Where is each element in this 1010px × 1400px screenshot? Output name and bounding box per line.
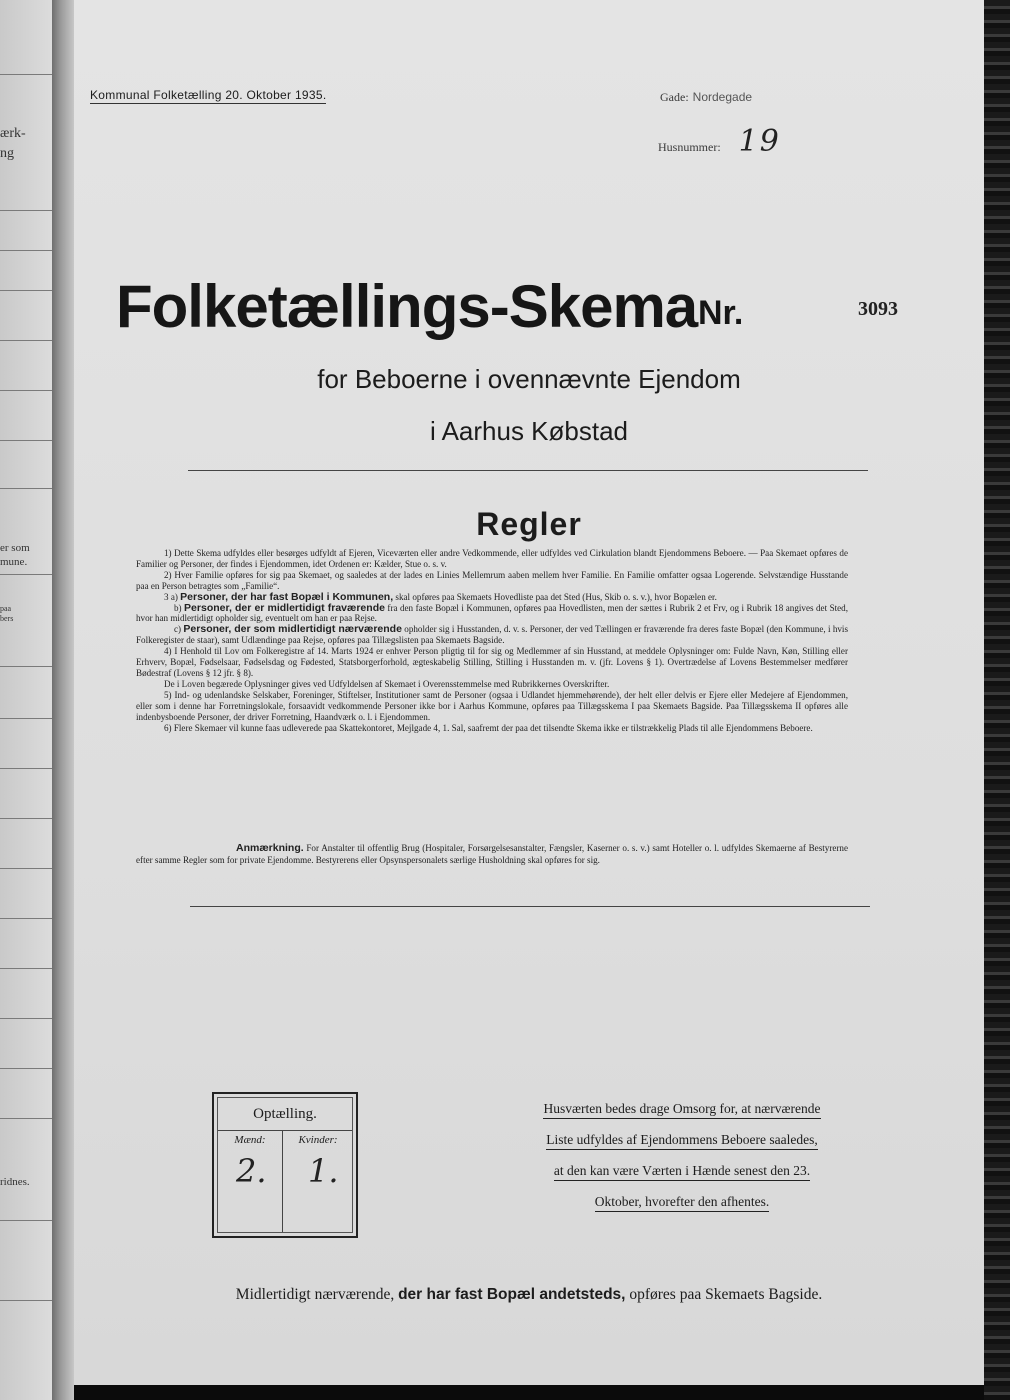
maend-count: 2.	[236, 1152, 267, 1190]
left-page-rule	[0, 818, 52, 819]
left-page-rule	[0, 574, 52, 575]
form-title: Folketællings-Skema	[116, 273, 698, 340]
form-number: 3093	[858, 298, 898, 320]
left-page-rule	[0, 74, 52, 75]
notice-line: Oktober, hvorefter den afhentes.	[595, 1193, 770, 1212]
left-page-fragment: bers	[0, 614, 14, 623]
footer-note	[74, 1286, 984, 1304]
left-page-rule	[0, 768, 52, 769]
rule-1: 1) Dette Skema udfyldes eller besørges udfyldt af Ejeren, Viceværten eller andre Vedkommende, eller udfyldes ved Cirkulation blandt Ejendommens Beboere. — Paa Skemaet opføres de Familier og Personer, der findes i Ejendommen, idet Ordenen er: Kælder, Stue o. s. v.	[136, 548, 848, 569]
husnummer-label: Husnummer:	[658, 140, 721, 154]
husnummer-field	[658, 124, 781, 159]
divider	[190, 906, 870, 907]
census-header: Kommunal Folketælling 20. Oktober 1935.	[90, 88, 327, 102]
book-spine	[52, 0, 74, 1400]
anmaerkning-text: For Anstalter til offentlig Brug (Hospitaler, Forsørgelsesanstalter, Fængsler, Kaserner o. s. v.) samt Hoteller o. l. udfyldes Skemaerne af Bestyrerne efter samme Regler som for private Ejendomme. Bestyrerens eller Opsynspersonalets særlige Husholdning skal opføres for sig.	[136, 843, 848, 865]
kvinder-count: 1.	[308, 1152, 339, 1190]
anmaerkning	[136, 842, 848, 866]
rule-3b-text: fra den faste Bopæl i Kommunen, opføres paa Hovedlisten, men der sættes i Rubrik 2 et Frv, og i Rubrik 18 angives det Sted, hvor han midlertidigt opholder sig, eventuelt om han er paa Rejse.	[136, 602, 849, 624]
left-page-rule	[0, 488, 52, 489]
rule-3a-text: skal opføres paa Skemaets Hovedliste paa det Sted (Hus, Skib o. s. v.), hvor Bopælen er.	[395, 591, 717, 602]
optaelling-inner-frame	[217, 1097, 353, 1233]
left-page-rule	[0, 868, 52, 869]
left-page-fragment: ridnes.	[0, 1176, 30, 1188]
left-page-rule	[0, 718, 52, 719]
divider	[188, 470, 868, 471]
rule-3b	[136, 603, 848, 625]
rule-3c-text: opholder sig i Husstanden, d. v. s. Personer, der ved Tællingen er fraværende fra deres faste Bopæl (den Kommune, i hvis Folkeregister de staar), samt Udlændinge paa Rejse, opføres paa Tillægslisten paa Skemaets Bagside.	[136, 624, 848, 646]
rule-3a-prefix: 3 a)	[164, 591, 178, 602]
rule-3b-emphasis: Personer, der er midlertidigt fraværende	[184, 601, 385, 614]
notice-line: Husværten bedes drage Omsorg for, at nærværende	[543, 1100, 820, 1119]
rule-5: 5) Ind- og udenlandske Selskaber, Foreninger, Stiftelser, Institutioner samt de Personer (ogsaa i Udlandet hjemmehørende), der helt eller delvis er Ejere eller Medejere af Ejendommen, eller som i denne har Forretningslokale, forsaavidt vedkommende Personer ikke bor i Aarhus Kommune, opføres paa Tillægsskema I paa Skemaets Bagside. Paa Tillægsskema II opføres alle indenbysboende Personer, der driver Forretning, Haandværk o. l. i Ejendommen.	[136, 689, 848, 722]
rule-6: 6) Flere Skemaer vil kunne faas udleverede paa Skattekontoret, Mejlgade 4, 1. Sal, saafremt der paa det tilsendte Skema ikke er tilstrækkelig Plads til alle Ejendommens Beboere.	[164, 722, 813, 733]
footer-emphasis: der har fast Bopæl andetsteds,	[398, 1286, 626, 1303]
maend-label: Mænd:	[234, 1134, 266, 1146]
left-page-rule	[0, 440, 52, 441]
rule-3b-prefix: b)	[174, 602, 182, 613]
left-page-rule	[0, 666, 52, 667]
left-page-rule	[0, 1068, 52, 1069]
rule-2: 2) Hver Familie opføres for sig paa Skemaet, og saaledes at der lades en Linies Mellemrum aaben mellem hver Familie. En Familie omfatter ogsaa Logerende. Selvstændige Husstande paa en Person betragtes som „Familie“.	[136, 569, 848, 591]
rule-3c-prefix: c)	[174, 624, 182, 635]
rules-heading: Regler	[476, 506, 582, 542]
left-page-rule	[0, 340, 52, 341]
notice-line: Liste udfyldes af Ejendommens Beboere saaledes,	[546, 1131, 817, 1150]
kvinder-label: Kvinder:	[298, 1134, 338, 1146]
form-location: i Aarhus Købstad	[430, 416, 628, 446]
left-page-rule	[0, 1220, 52, 1221]
anmaerkning-label: Anmærkning.	[236, 842, 304, 854]
husnummer-value: 19	[738, 124, 781, 159]
left-page-fragment: ng	[0, 146, 14, 161]
left-page-fragment: er som	[0, 542, 30, 554]
left-page-rule	[0, 918, 52, 919]
left-page-fragment: mune.	[0, 556, 28, 568]
form-subtitle: for Beboerne i ovennævnte Ejendom	[317, 364, 741, 394]
optaelling-divider	[218, 1130, 352, 1131]
left-page-rule	[0, 290, 52, 291]
rule-3c	[136, 624, 848, 646]
gade-value: Nordegade	[692, 90, 753, 104]
rule-4b: De i Loven begærede Oplysninger gives ved Udfyldelsen af Skemaet i Overensstemmelse med Rubrikkernes Overskrifter.	[164, 678, 610, 689]
form-nr-label: Nr.	[698, 294, 744, 332]
left-page-rule	[0, 250, 52, 251]
footer-part: Midlertidigt nærværende,	[235, 1286, 395, 1303]
footer-part: opføres paa Skemaets Bagside.	[629, 1286, 823, 1303]
left-page-rule	[0, 1300, 52, 1301]
landlord-notice	[514, 1094, 850, 1218]
rule-4: 4) I Henhold til Lov om Folkeregistre af 14. Marts 1924 er enhver Person pligtig til for sig og Medlemmer af sin Husstand, at meddele Oplysninger om: Fulde Navn, Køn, Stilling eller Erhverv, Bopæl, Fødselsaar, Fødselsdag og Fødested, Statsborgerforhold, ægteskabelig Stilling, Stilling i Husstanden m. v. (jfr. Lovens § 1). Overtrædelse af Lovens Bestemmelser medfører Bødestraf (Lovens § 12 jfr. § 8).	[136, 646, 848, 678]
left-page-fragment: paa	[0, 604, 12, 613]
gade-label: Gade:	[660, 90, 689, 104]
left-page-rule	[0, 1118, 52, 1119]
optaelling-title: Optælling.	[253, 1106, 317, 1122]
optaelling-box	[212, 1092, 358, 1238]
left-page-rule	[0, 968, 52, 969]
left-page-rule	[0, 390, 52, 391]
notice-line: at den kan være Værten i Hænde senest den 23.	[554, 1162, 810, 1181]
left-page-rule	[0, 210, 52, 211]
gade-field	[660, 88, 752, 106]
previous-page-edge	[0, 0, 52, 1400]
left-page-rule	[0, 1018, 52, 1019]
rule-3a-emphasis: Personer, der har fast Bopæl i Kommunen,	[180, 590, 394, 603]
page-stack-edge	[984, 0, 1010, 1400]
rules-text	[136, 548, 848, 733]
left-page-fragment: ærk-	[0, 126, 26, 141]
rule-3c-emphasis: Personer, der som midlertidigt nærværende	[183, 623, 402, 636]
